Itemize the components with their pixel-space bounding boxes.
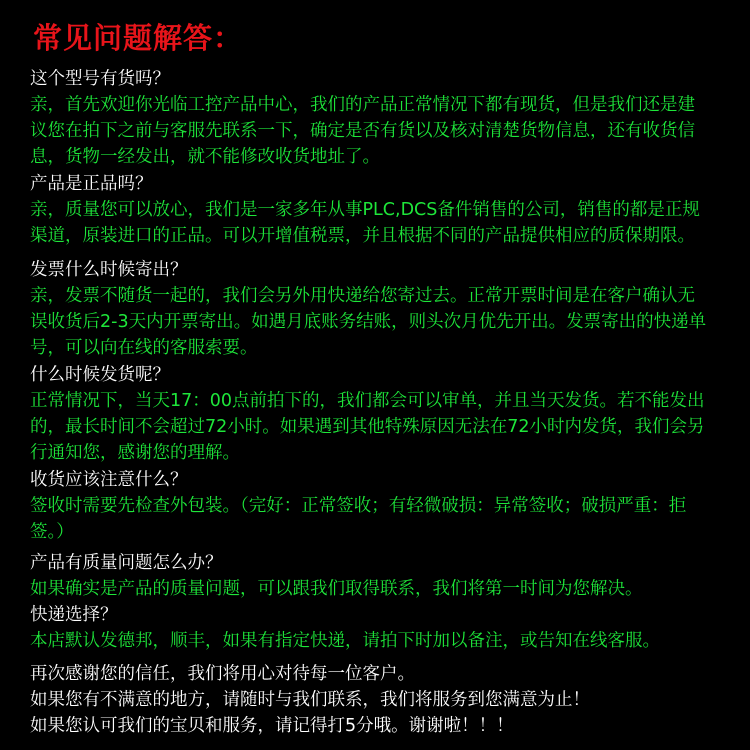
- faq-answer-line: 签。）: [30, 522, 74, 542]
- closing-line: 如果您认可我们的宝贝和服务，请记得打5分哦。谢谢啦！！！: [30, 716, 514, 736]
- faq-item-courier: [30, 602, 740, 654]
- faq-question: 产品是正品吗？: [30, 174, 153, 194]
- faq-answer-line: 号，可以向在线的客服索要。: [30, 338, 258, 358]
- faq-item-shipping-time: [30, 362, 740, 466]
- faq-answer-line: 的，最长时间不会超过72小时。如果遇到其他特殊原因无法在72小时内发货，我们会另: [30, 417, 705, 437]
- faq-question: 快递选择？: [30, 605, 118, 625]
- page-title: 常见问题解答：: [33, 21, 244, 55]
- faq-answer-line: 行通知您，感谢您的理解。: [30, 443, 240, 463]
- closing-message: [30, 661, 590, 739]
- faq-item-quality: [30, 550, 740, 602]
- faq-item-stock: [30, 66, 740, 170]
- faq-answer-line: 正常情况下，当天17：00点前拍下的，我们都会可以审单，并且当天发货。若不能发出: [30, 391, 705, 411]
- faq-answer-line: 如果确实是产品的质量问题，可以跟我们取得联系，我们将第一时间为您解决。: [30, 579, 643, 599]
- faq-answer-line: 签收时需要先检查外包装。（完好：正常签收；有轻微破损：异常签收；破损严重：拒: [30, 496, 687, 516]
- faq-answer-line: 亲，发票不随货一起的，我们会另外用快递给您寄过去。正常开票时间是在客户确认无: [30, 286, 695, 306]
- faq-answer-line: 议您在拍下之前与客服先联系一下，确定是否有货以及核对清楚货物信息，还有收货信: [30, 121, 695, 141]
- faq-answer-line: 本店默认发德邦，顺丰，如果有指定快递，请拍下时加以备注，或告知在线客服。: [30, 631, 660, 651]
- faq-answer-line: 亲，首先欢迎你光临工控产品中心，我们的产品正常情况下都有现货，但是我们还是建: [30, 95, 695, 115]
- faq-item-receiving: [30, 467, 740, 545]
- closing-line: 如果您有不满意的地方，请随时与我们联系，我们将服务到您满意为止！: [30, 690, 590, 710]
- faq-answer-line: 渠道，原装进口的正品。可以开增值税票，并且根据不同的产品提供相应的质保期限。: [30, 226, 695, 246]
- faq-answer-line: 误收货后2-3天内开票寄出。如遇月底账务结账，则头次月优先开出。发票寄出的快递单: [30, 312, 707, 332]
- faq-question: 发票什么时候寄出？: [30, 260, 188, 280]
- faq-item-invoice: [30, 257, 740, 361]
- faq-question: 产品有质量问题怎么办？: [30, 553, 223, 573]
- closing-line: 再次感谢您的信任，我们将用心对待每一位客户。: [30, 664, 415, 684]
- faq-question: 这个型号有货吗？: [30, 69, 170, 89]
- faq-item-genuine: [30, 171, 740, 249]
- faq-question: 收货应该注意什么？: [30, 470, 188, 490]
- faq-answer-line: 亲，质量您可以放心，我们是一家多年从事PLC,DCS备件销售的公司，销售的都是正规: [30, 200, 700, 220]
- faq-question: 什么时候发货呢？: [30, 365, 170, 385]
- faq-answer-line: 息，货物一经发出，就不能修改收货地址了。: [30, 147, 380, 167]
